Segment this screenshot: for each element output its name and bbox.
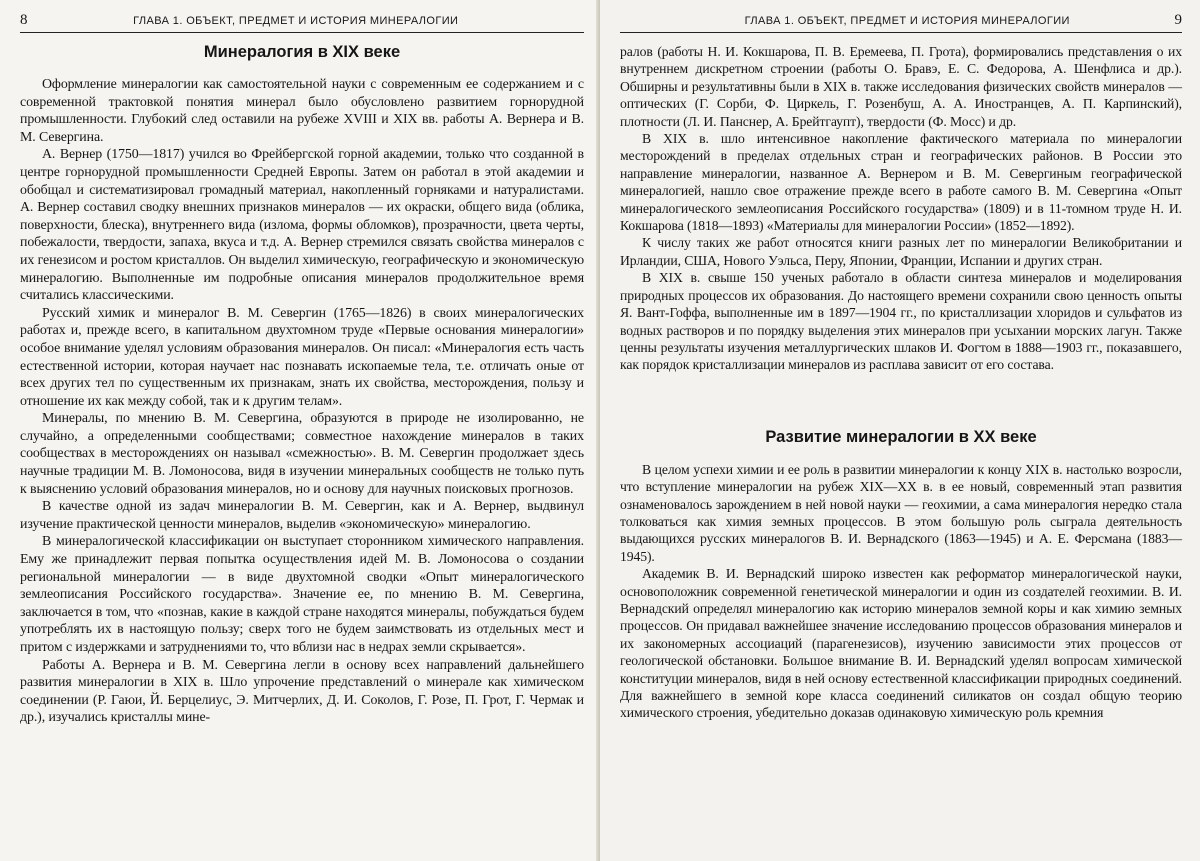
paragraph: ралов (работы Н. И. Кокшарова, П. В. Еремеева, П. Грота), формировались представления о их внутреннем дискретном строении (работы О. Бравэ, Е. С. Федорова, А. Шенфлиса и др.). Обширны и результативны были в XIX в. также исследования физических свойств минералов — оптических (Г. Сорби, Ф. Циркель, Г. Розенбуш, А. А. Иностранцев, А. П. Карпинский), плотности (Л. И. Панснер, А. Брейтгаупт), твердости (Ф. Мосс) и др. (620, 44, 1182, 129)
right-body-text-top (620, 43, 1182, 374)
left-page-number: 8 (20, 12, 28, 28)
paragraph: В качестве одной из задач минералогии В. М. Севергин, как и А. Вернер, выдвинул изучение практической ценности минералов, выделив «экономическую» минералогию. (20, 499, 584, 532)
paragraph: Работы А. Вернера и В. М. Севергина легли в основу всех направлений дальнейшего развития минералогии в XIX в. Шло упрочение представлений о минерале как химическом соединении (Р. Гаюи, Й. Берцелиус, Э. Митчерлих, Д. И. Соколов, Г. Розе, П. Грот, Г. Чермак и др.), изучались кристаллы мине- (20, 657, 584, 726)
paragraph: Оформление минералогии как самостоятельной науки с современным ее содержанием и с современной трактовкой понятия минерал было обусловлено развитием горнорудной промышленности. Глубокий след оставили на рубеже XVIII и XIX вв. работы А. Вернера и В. М. Севергина. (20, 77, 584, 145)
paragraph: В XIX в. свыше 150 ученых работало в области синтеза минералов и моделирования природных процессов их образования. До настоящего времени сохранили свою ценность опыты Я. Вант-Гоффа, выполненные им в 1897—1904 гг., по кристаллизации хлоридов и сульфатов из водных растворов и по порядку выделения этих минералов при усыхании морских лагун. Также ценны результаты изучения металлургических шлаков И. Фогтом в 1888—1903 гг., показавшего, как порядок кристаллизации минералов из расплава зависит от его состава. (620, 270, 1182, 373)
right-running-head (620, 12, 1182, 33)
paragraph: Академик В. И. Вернадский широко известен как реформатор минералогической науки, основоположник современной генетической минералогии и один из создателей геохимии. В. И. Вернадский определял минералогию как историю минералов земной коры и как химию земных процессов. Он придавал важнейшее значение исследованию процессов образования минералов и их закономерных ассоциаций (парагенезисов), изучению зависимости этих процессов от геологической обстановки. Большое внимание В. И. Вернадский уделял вопросам химической конституции минералов, видя в ней основу естественной классификации природных соединений. Для важнейшего в земной коре класса соединений силикатов он создал общую теорию химического строения, убедительно доказав одинаковую химическую роль кремния (620, 566, 1182, 721)
paragraph: Русский химик и минералог В. М. Севергин (1765—1826) в своих минералогических работах и, прежде всего, в капитальном двухтомном труде «Первые основания минералогии» особое внимание уделял условиям образования минералов. Он писал: «Минералогия есть часть естественной истории, которая научает нас познавать ископаемые тела, т.е. отличать оные от всех других тел по существенным их признакам, знать их свойства, месторождения, пользу и отношение их как между собой, так и к другим телам». (20, 305, 584, 409)
right-running-title: ГЛАВА 1. ОБЪЕКТ, ПРЕДМЕТ И ИСТОРИЯ МИНЕРАЛОГИИ (744, 15, 1070, 27)
paragraph: В XIX в. шло интенсивное накопление фактического материала по минералогии месторождений в пределах отдельных стран и географических районов. В России это направление минералогии, названное А. Вернером и В. М. Севергиным географической минералогией, нашло свое отражение прежде всего в работе самого В. М. Севергина «Опыт минералогического землеописания Российского государства» (1809) и в 11-томном труде Н. И. Кокшарова (1818—1893) «Материалы для минералогии России» (1852—1892). (620, 131, 1182, 234)
section-title-19th-century: Минералогия в XIX веке (203, 43, 401, 61)
paragraph: В целом успехи химии и ее роль в развитии минералогии к концу XIX в. настолько возросли, что вступление минералогии на рубеж XIX—XX в. в ее новый, современный этап развития ознаменовалось зарождением в ней новой науки — геохимии, а сама минералогия нередко стала толковаться как химия земных процессов. В этом большую роль сыграла деятельность выдающихся русских минералогов В. И. Вернадского (1863—1945) и А. Е. Ферсмана (1883—1945). (620, 461, 1182, 564)
left-body-text (20, 76, 584, 727)
right-page (600, 0, 1200, 861)
section-title-20th-century: Развитие минералогии в XX веке (765, 427, 1037, 446)
paragraph: Минералы, по мнению В. М. Севергина, образуются в природе не изолированно, не случайно, а определенными сообществами; совместное нахождение минералов в таких сообществах в месторождениях он называл «смежностью». В. М. Севергин продолжает здесь научные традиции М. В. Ломоносова, видя в изучении минеральных сообществ не только путь к выяснению условий образования минералов, но и основу для научных поисковых прогнозов. (20, 411, 584, 497)
paragraph: А. Вернер (1750—1817) учился во Фрейбергской горной академии, только что созданной в центре горнорудной промышленности Средней Европы. Затем он работал в этой академии и обобщал и систематизировал громадный материал, накопленный горняками и натуралистами. А. Вернер составил сводку внешних признаков минералов — их окраски, общего вида (облика, поверхности, блеска), внутреннего вида (излома, формы обломков), прозрачности, цвета черты, побежалости, твердости, запаха, вкуса и т.д. А. Вернер стремился связать свойства минералов с их генезисом и ростом кристаллов. Он выделил химическую, географическую и экономическую минералогию. Выполненные им подробные описания минералов продолжительное время считались классическими. (20, 147, 584, 304)
left-running-title: ГЛАВА 1. ОБЪЕКТ, ПРЕДМЕТ И ИСТОРИЯ МИНЕРАЛОГИИ (133, 15, 459, 27)
left-running-head (20, 12, 584, 33)
paragraph: В минералогической классификации он выступает сторонником химического направления. Ему же принадлежит первая попытка осуществления идей М. В. Ломоносова о создании региональной минералогии — в виде двухтомной сводки «Опыт минералогического землеописания Российского государства». Значение ее, по мнению В. М. Севергина, заключается в том, что «познав, какие в каждой стране находятся минералы, побуждаться будем употреблять их в настоящую пользу; сверх того не будем заимствовать из отдельных мест и притом с издержками и затруднениями то, что вблизи нас в недрах земли скрывается». (20, 534, 584, 655)
right-body-text-bottom (620, 461, 1182, 722)
right-page-number: 9 (1174, 12, 1182, 28)
paragraph: К числу таких же работ относятся книги разных лет по минералогии Великобритании и Ирландии, США, Нового Уэльса, Перу, Японии, Франции, Испании и других стран. (620, 235, 1182, 268)
